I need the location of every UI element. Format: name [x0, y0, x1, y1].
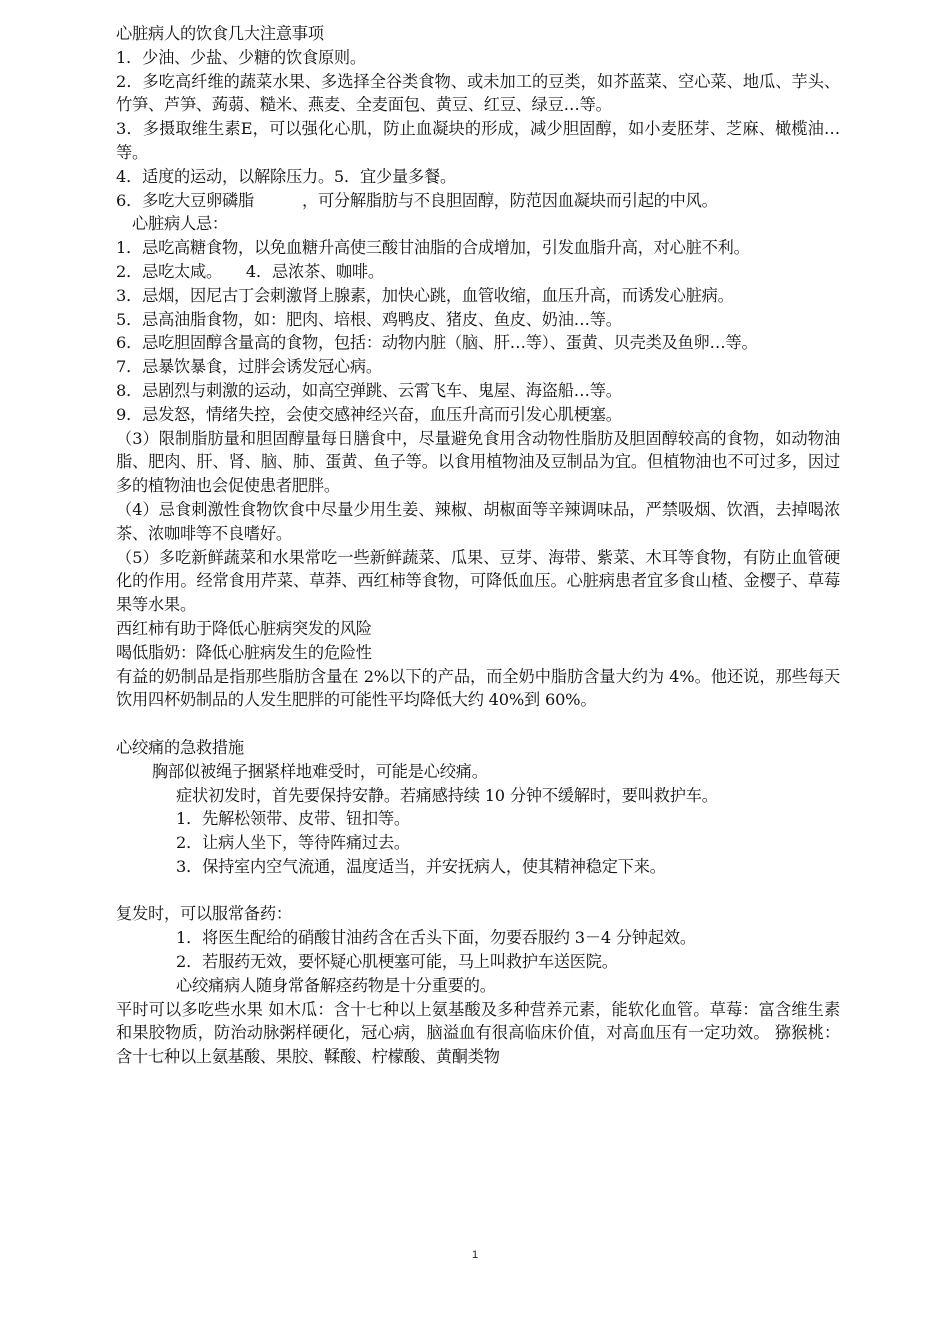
list-item: 3．保持室内空气流通，温度适当，并安抚病人，使其精神稳定下来。	[176, 856, 666, 876]
heading-avoid: 心脏病人忌：	[132, 214, 228, 234]
paragraph: 5．忌高油脂食物，如：肥肉、培根、鸡鸭皮、猪皮、鱼皮、奶油…等。	[116, 309, 622, 329]
blank-line	[116, 879, 840, 903]
list-item: 1．将医生配给的硝酸甘油药含在舌头下面，勿要吞服约 3－4 分钟起效。	[176, 928, 696, 948]
paragraph: 1．少油、少盐、少糖的饮食原则。	[116, 47, 366, 67]
paragraph: 胸部似被绳子捆紧样地难受时，可能是心绞痛。	[152, 761, 488, 781]
paragraph: 心绞痛病人随身常备解痉药物是十分重要的。	[176, 975, 496, 995]
heading-diet-notes: 心脏病人的饮食几大注意事项	[116, 24, 324, 43]
list-item: 2．若服药无效，要怀疑心肌梗塞可能，马上叫救护车送医院。	[176, 952, 618, 972]
document-page	[116, 22, 840, 1069]
paragraph: 9．忌发怒，情绪失控，会使交感神经兴奋，血压升高而引发心肌梗塞。	[116, 404, 622, 424]
paragraph: 症状初发时，首先要保持安静。若痛感持续 10 分钟不缓解时，要叫救护车。	[176, 785, 718, 805]
list-item: 2．让病人坐下，等待阵痛过去。	[176, 833, 410, 853]
paragraph: 复发时，可以服常备药：	[116, 904, 292, 924]
paragraph: 6．多吃大豆卵磷脂 ，可分解脂肪与不良胆固醇，防范因血凝块而引起的中风。	[116, 190, 718, 210]
paragraph: 3．多摄取维生素E，可以强化心肌，防止血凝块的形成，减少胆固醇，如小麦胚芽、芝麻、橄榄油…等。	[116, 119, 840, 162]
list-item: 1．先解松领带、皮带、钮扣等。	[176, 809, 410, 829]
paragraph: 6．忌吃胆固醇含量高的食物，包括：动物内脏（脑、肝…等）、蛋黄、贝壳类及鱼卵…等。	[116, 333, 758, 353]
paragraph: 7．忌暴饮暴食，过胖会诱发冠心病。	[116, 357, 382, 377]
paragraph: （3）限制脂肪量和胆固醇量每日膳食中，尽量避免食用含动物性脂肪及胆固醇较高的食物，如动物油脂、肥肉、肝、肾、脑、肺、蛋黄、鱼子等。以食用植物油及豆制品为宜。但植物油也不可过多，因过多的植物油也会促使患者肥胖。	[116, 428, 840, 496]
paragraph: 西红柿有助于降低心脏病突发的风险	[116, 618, 372, 638]
paragraph: 3．忌烟，因尼古丁会刺激肾上腺素，加快心跳，血管收缩，血压升高，而诱发心脏病。	[116, 285, 734, 305]
paragraph: 2．多吃高纤维的蔬菜水果、多选择全谷类食物、或未加工的豆类，如芥蓝菜、空心菜、地瓜、芋头、竹笋、芦笋、蒟蒻、糙米、燕麦、全麦面包、黄豆、红豆、绿豆…等。	[116, 71, 840, 115]
paragraph: 1．忌吃高糖食物，以免血糖升高使三酸甘油脂的合成增加，引发血脂升高，对心脏不利。	[116, 238, 750, 258]
paragraph: 平时可以多吃些水果 如木瓜：含十七种以上氨基酸及多种营养元素，能软化血管。草莓：富含维生素和果胶物质，防治动脉粥样硬化，冠心病，脑溢血有很高临床价值，对高血压有一定功效。 猕猴桃：含十七种以上氨基酸、果胶、鞣酸、柠檬酸、黄酮类物	[116, 999, 840, 1067]
blank-line	[116, 712, 840, 736]
paragraph: 有益的奶制品是指那些脂肪含量在 2%以下的产品，而全奶中脂肪含量大约为 4%。他还说，那些每天饮用四杯奶制品的人发生肥胖的可能性平均降低大约 40%到 60%。	[116, 666, 840, 710]
paragraph: 4．适度的运动，以解除压力。5．宜少量多餐。	[116, 166, 456, 186]
paragraph: 喝低脂奶：降低心脏病发生的危险性	[116, 642, 372, 662]
paragraph: 8．忌剧烈与刺激的运动，如高空弹跳、云霄飞车、鬼屋、海盗船…等。	[116, 380, 622, 400]
page-number: 1	[471, 1249, 479, 1261]
paragraph: （4）忌食刺激性食物饮食中尽量少用生姜、辣椒、胡椒面等辛辣调味品，严禁吸烟、饮酒，去掉喝浓茶、浓咖啡等不良嗜好。	[116, 499, 840, 543]
heading-angina-first-aid: 心绞痛的急救措施	[116, 737, 244, 757]
paragraph: 2．忌吃太咸。 4．忌浓茶、咖啡。	[116, 261, 384, 281]
paragraph: （5）多吃新鲜蔬菜和水果常吃一些新鲜蔬菜、瓜果、豆芽、海带、紫菜、木耳等食物，有防止血管硬化的作用。经常食用芹菜、草莽、西红柿等食物，可降低血压。心脏病患者宜多食山楂、金樱子、草莓果等水果。	[116, 547, 840, 615]
